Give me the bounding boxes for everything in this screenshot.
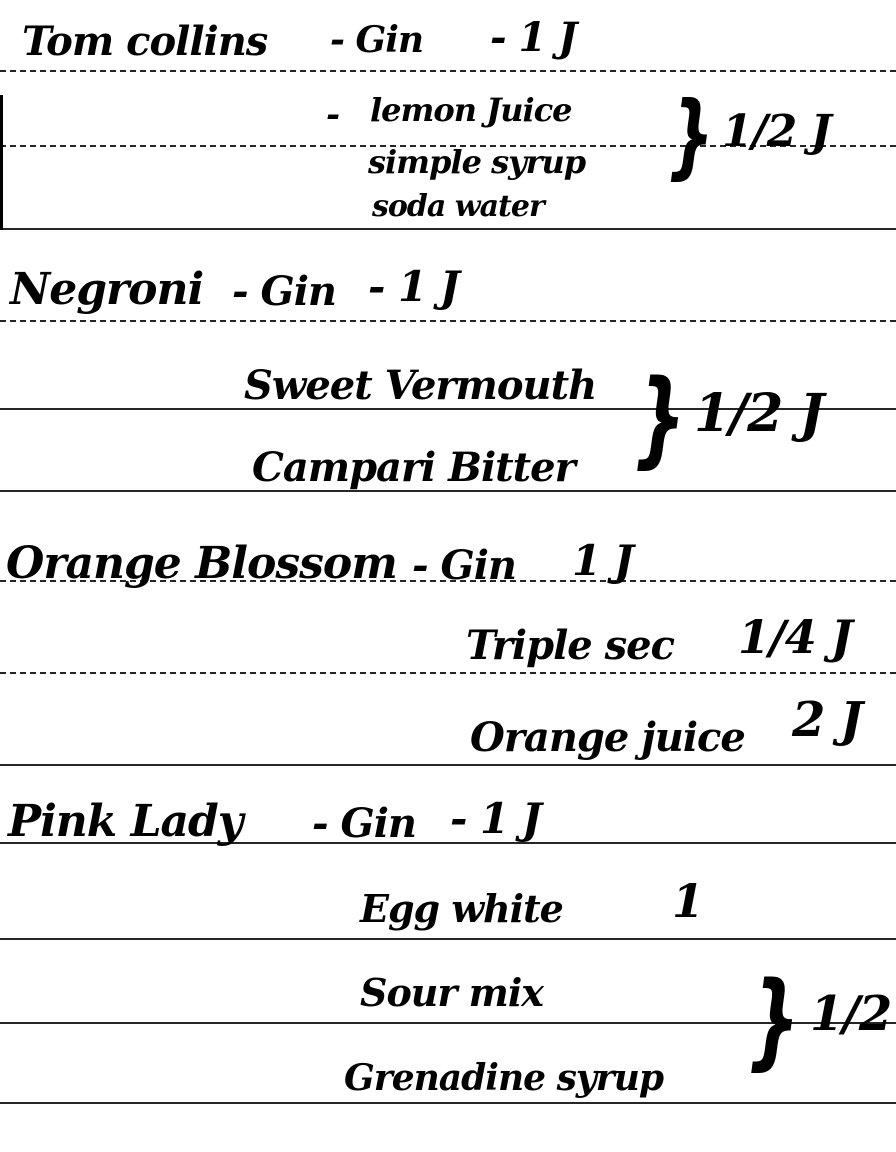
ruled-line <box>0 320 896 322</box>
recipe-name: Orange Blossom <box>6 538 397 589</box>
recipe-base: - Gin <box>412 542 516 589</box>
ingredient: soda water <box>372 189 544 224</box>
ruled-line <box>0 70 896 72</box>
ingredient-prefix: - <box>326 95 340 135</box>
ingredient-amount: 2 J <box>792 692 862 748</box>
ruled-line <box>0 938 896 940</box>
recipe-base: - Gin <box>330 19 424 61</box>
brace-icon: } <box>748 959 800 1081</box>
ingredient: simple syrup <box>368 143 586 181</box>
recipe-name: Tom collins <box>22 18 268 65</box>
ingredient: Grenadine syrup <box>344 1057 664 1099</box>
ingredient: Campari Bitter <box>252 444 575 491</box>
recipe-name: Negroni <box>10 264 204 315</box>
brace-icon: } <box>634 357 686 479</box>
ingredient: Triple sec <box>466 622 674 669</box>
margin-line <box>0 95 3 230</box>
group-amount: 1/2 J <box>694 383 824 444</box>
ingredient-amount: 1/4 J <box>738 610 852 664</box>
ingredient: Sweet Vermouth <box>244 362 597 409</box>
recipe-base-amount: 1 J <box>572 536 633 585</box>
group-amount: 1/2 <box>810 986 892 1042</box>
ingredient: Egg white <box>360 886 563 931</box>
brace-icon: } <box>668 82 714 189</box>
ruled-line <box>0 228 896 230</box>
ingredient: Sour mix <box>360 970 543 1015</box>
recipe-base: - Gin <box>232 268 336 315</box>
ruled-line <box>0 1102 896 1104</box>
ingredient-amount: 1 <box>672 874 704 928</box>
recipe-base-amount: - 1 J <box>450 794 541 843</box>
ruled-line <box>0 672 896 674</box>
recipe-base: - Gin <box>312 800 416 847</box>
ingredient: lemon Juice <box>370 91 572 129</box>
recipe-base-amount: - 1 J <box>368 262 459 311</box>
recipe-base-amount: - 1 J <box>490 14 577 61</box>
recipe-name: Pink Lady <box>8 796 243 847</box>
ruled-line <box>0 764 896 766</box>
ingredient: Orange juice <box>470 714 745 761</box>
group-amount: 1/2 J <box>722 106 831 157</box>
